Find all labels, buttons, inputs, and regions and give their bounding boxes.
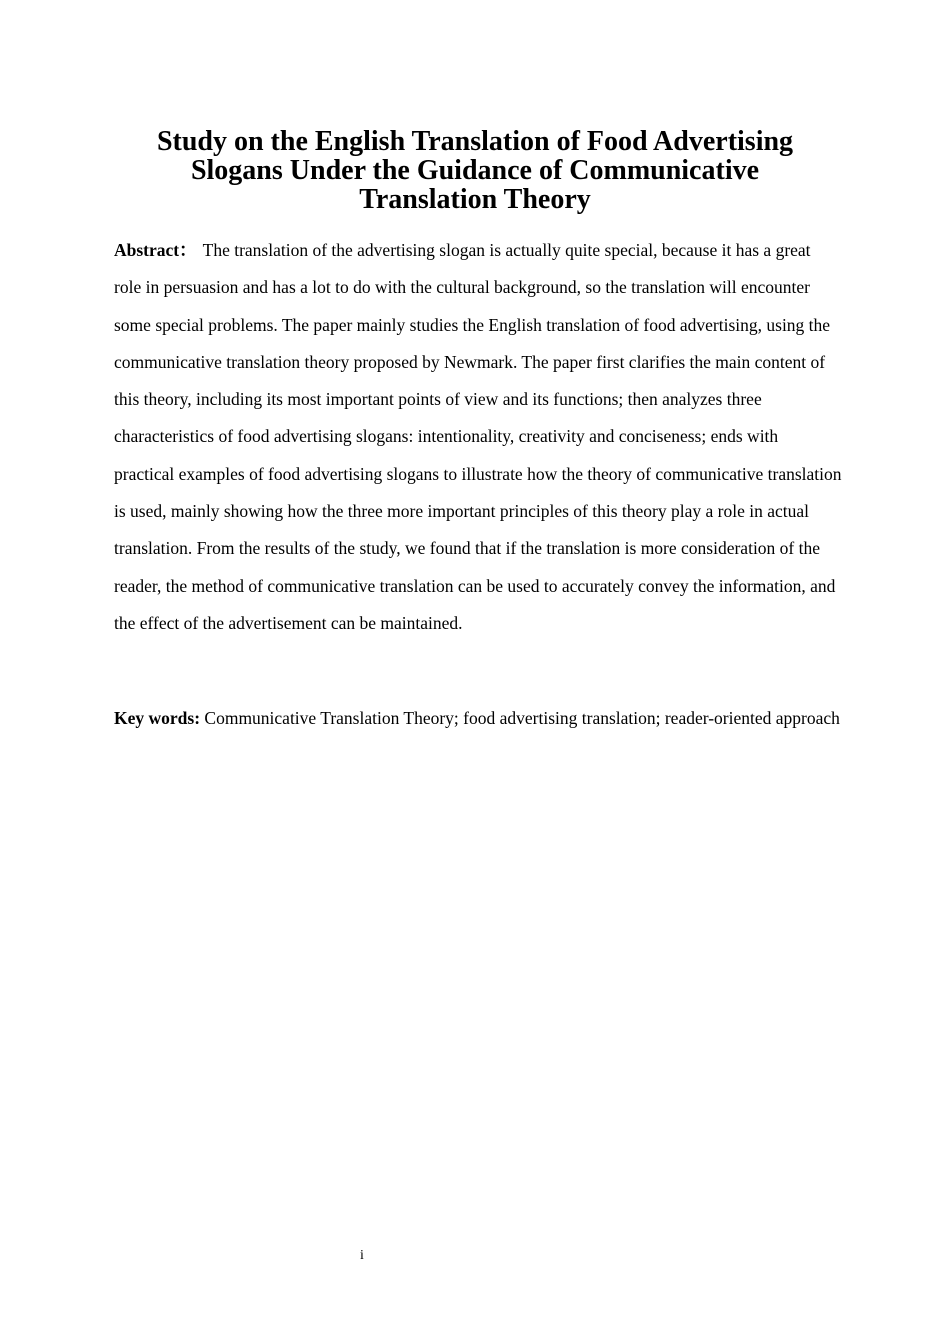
abstract-colon: ：: [179, 240, 197, 260]
abstract-paragraph: [114, 232, 842, 642]
paper-title: Study on the English Translation of Food Advertising Slogans Under the Guidance of Communicative Translation Theory: [156, 126, 794, 215]
keywords-paragraph: [114, 700, 842, 737]
keywords-label: Key words:: [114, 708, 201, 728]
keywords-text: Communicative Translation Theory; food advertising translation; reader-oriented approach: [204, 708, 840, 728]
page-number: i: [360, 1248, 364, 1263]
abstract-text: The translation of the advertising slogan is actually quite special, because it has a great role in persuasion and has a lot to do with the cultural background, so the translation will encounter some special problems. The paper mainly studies the English translation of food advertising, using the communicative translation theory proposed by Newmark. The paper first clarifies the main content of this theory, including its most important points of view and its functions; then analyzes three characteristics of food advertising slogans: intentionality, creativity and conciseness; ends with practical examples of food advertising slogans to illustrate how the theory of communicative translation is used, mainly showing how the three more important principles of this theory play a role in actual translation. From the results of the study, we found that if the translation is more consideration of the reader, the method of communicative translation can be used to accurately convey the information, and the effect of the advertisement can be maintained.: [114, 240, 842, 633]
abstract-label: Abstract: [114, 240, 180, 260]
